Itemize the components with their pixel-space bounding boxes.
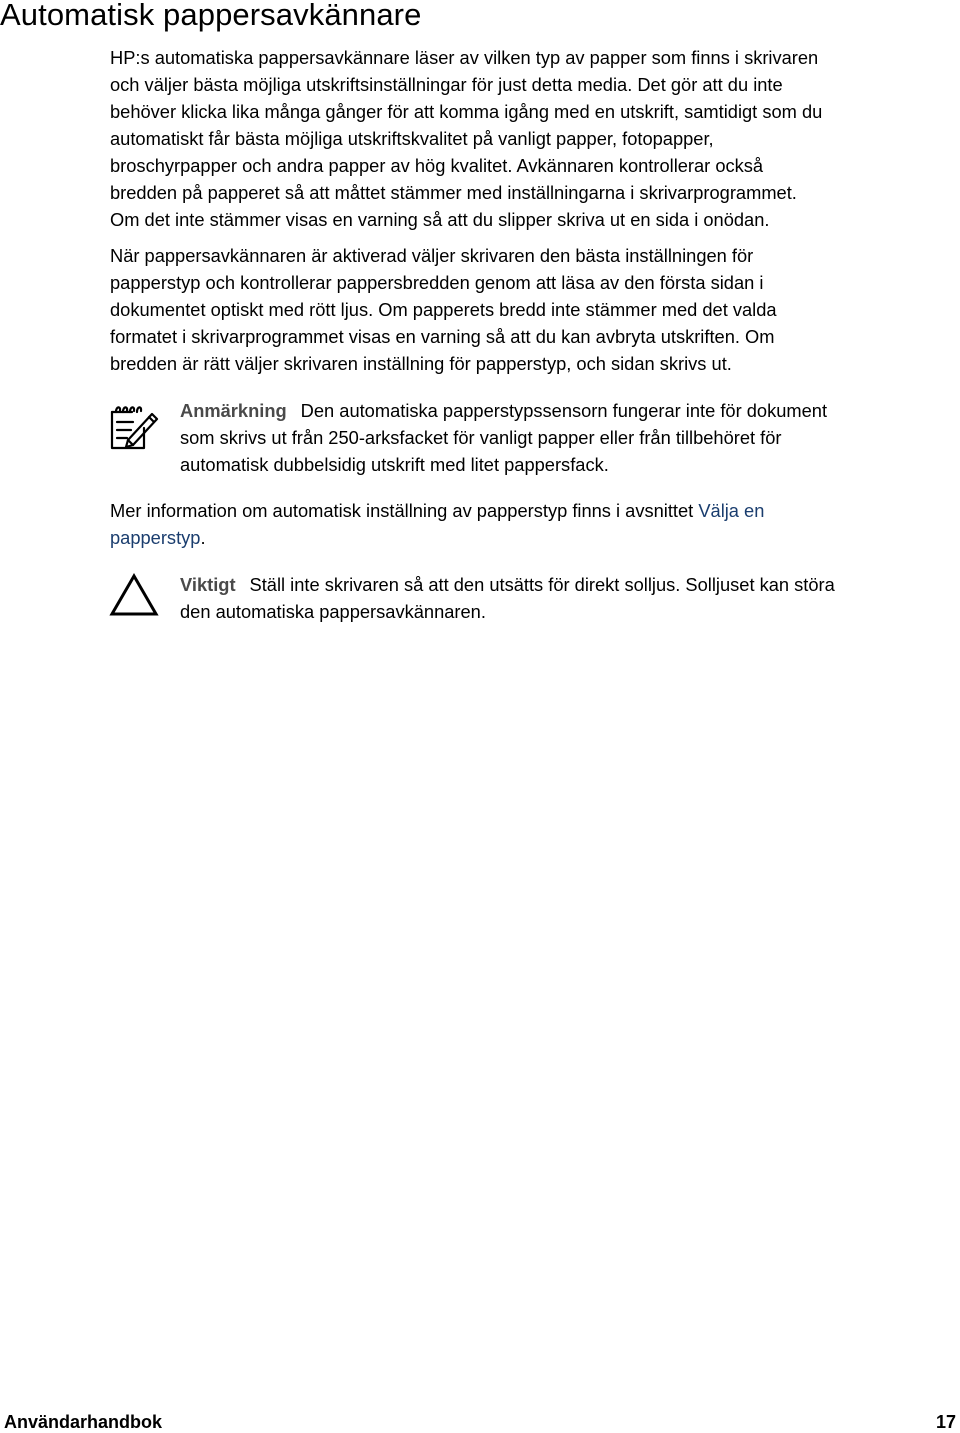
page-title: Automatisk pappersavkännare [0,0,422,32]
activation-line: När pappersavkännaren är aktiverad väljer skrivaren den bästa inställningen för [110,245,754,266]
more-info-line [110,524,960,551]
note-line: automatisk dubbelsidig utskrift med litet pappersfack. [180,454,609,475]
more-info-text: Mer information om automatisk inställning av papperstyp finns i avsnittet [110,500,699,521]
activation-line: dokumentet optiskt med rött ljus. Om papperets bredd inte stämmer med det valda [110,299,777,320]
note-pencil-icon [106,402,160,452]
intro-line: bredden på papperet så att måttet stämmer med inställningarna i skrivarprogrammet. [110,182,797,203]
warning-line: den automatiska pappersavkännaren. [180,601,486,622]
page-number: 17 [935,1412,956,1432]
intro-line: behöver klicka lika många gånger för att komma igång med en utskrift, samtidigt som du [110,101,823,122]
warning-triangle-icon [109,572,159,618]
warning-first-line [180,571,960,598]
activation-line: bredden är rätt väljer skrivaren inställning för papperstyp, och sidan skrivs ut. [110,353,732,374]
intro-line: broschyrpapper och andra papper av hög kvalitet. Avkännaren kontrollerar också [110,155,764,176]
activation-line: papperstyp och kontrollerar pappersbredden genom att läsa av den första sidan i [110,272,764,293]
papperstyp-link-part1[interactable]: Välja en [698,500,765,521]
activation-line: formatet i skrivarprogrammet visas en varning så att du kan avbryta utskriften. Om [110,326,775,347]
note-text: Den automatiska papperstypssensorn fungerar inte för dokument [300,400,828,421]
note-first-line [180,397,960,424]
more-info-line [110,497,960,524]
intro-paragraph [110,44,960,233]
intro-line: och väljer bästa möjliga utskriftsinställningar för just detta media. Det gör att du inte [110,74,783,95]
note-callout [180,397,960,478]
note-line: som skrivs ut från 250-arksfacket för vanligt papper eller från tillbehöret för [180,427,782,448]
intro-line: automatiskt får bästa möjliga utskriftskvalitet på vanligt papper, fotopapper, [110,128,714,149]
more-info-end: . [200,527,206,548]
intro-line: Om det inte stämmer visas en varning så att du slipper skriva ut en sida i onödan. [110,209,770,230]
footer-title: Användarhandbok [4,1412,163,1432]
intro-line: HP:s automatiska pappersavkännare läser av vilken typ av papper som finns i skrivaren [110,47,819,68]
warning-callout [180,571,960,625]
note-label: Anmärkning [180,400,287,421]
papperstyp-link-part2[interactable]: papperstyp [110,527,201,548]
more-info-paragraph [110,497,960,551]
warning-label: Viktigt [180,574,236,595]
activation-paragraph [110,242,960,377]
warning-text: Ställ inte skrivaren så att den utsätts för direkt solljus. Solljuset kan störa [249,574,835,595]
